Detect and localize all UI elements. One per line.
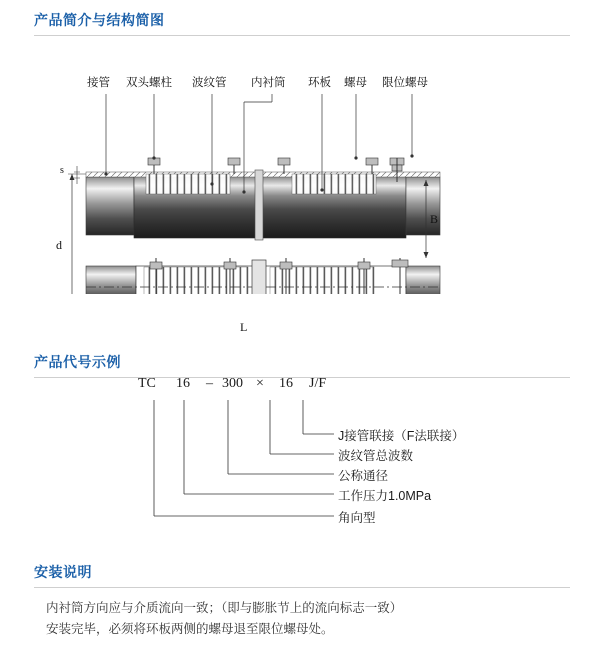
code-legend-type: 角向型 bbox=[338, 511, 376, 525]
code-token-type: TC bbox=[138, 376, 156, 391]
dimension-label-d: d bbox=[56, 238, 62, 252]
section-intro bbox=[34, 10, 570, 36]
callout-label-double-stud: 双头螺柱 bbox=[126, 77, 172, 89]
code-legend-pressure: 工作压力1.0MPa bbox=[338, 489, 432, 503]
structure-diagram bbox=[34, 62, 570, 334]
section-install-divider bbox=[34, 587, 570, 588]
code-token-dash: – bbox=[206, 376, 213, 391]
callout-label-pipe: 接管 bbox=[87, 77, 110, 89]
section-code bbox=[34, 352, 570, 378]
code-token-waves: 16 bbox=[279, 376, 293, 391]
structure-diagram-svg bbox=[34, 62, 570, 294]
callout-label-limit-nut: 限位螺母 bbox=[382, 77, 428, 89]
code-legend-dn: 公称通径 bbox=[338, 469, 389, 483]
section-install bbox=[34, 562, 570, 588]
section-install-title: 安装说明 bbox=[34, 564, 92, 580]
code-legend-connection: J接管联接（F法联接） bbox=[338, 429, 465, 443]
code-token-connection: J/F bbox=[309, 376, 327, 391]
code-token-dn: 300 bbox=[222, 376, 243, 391]
code-token-pressure: 16 bbox=[176, 376, 190, 391]
product-code-diagram bbox=[34, 376, 570, 546]
code-legend-waves: 波纹管总波数 bbox=[338, 449, 414, 463]
dimension-label-L: L bbox=[240, 320, 248, 334]
callout-label-bellows: 波纹管 bbox=[192, 77, 227, 89]
section-intro-title: 产品简介与结构简图 bbox=[34, 12, 165, 28]
install-note-2: 安装完毕，必须将环板两侧的螺母退至限位螺母处。 bbox=[46, 622, 334, 636]
callout-label-nut: 螺母 bbox=[344, 77, 367, 89]
dimension-label-s: s bbox=[60, 165, 64, 176]
install-notes bbox=[46, 598, 566, 640]
dimension-label-B: B bbox=[430, 212, 439, 226]
callout-label-ring-plate: 环板 bbox=[308, 77, 331, 89]
section-code-title: 产品代号示例 bbox=[34, 354, 121, 370]
section-intro-divider bbox=[34, 35, 570, 36]
callout-label-liner: 内衬筒 bbox=[251, 77, 286, 89]
product-code-svg bbox=[34, 376, 570, 546]
code-token-times: × bbox=[256, 376, 264, 391]
install-note-1: 内衬筒方向应与介质流向一致；（即与膨胀节上的流向标志一致） bbox=[46, 601, 403, 615]
